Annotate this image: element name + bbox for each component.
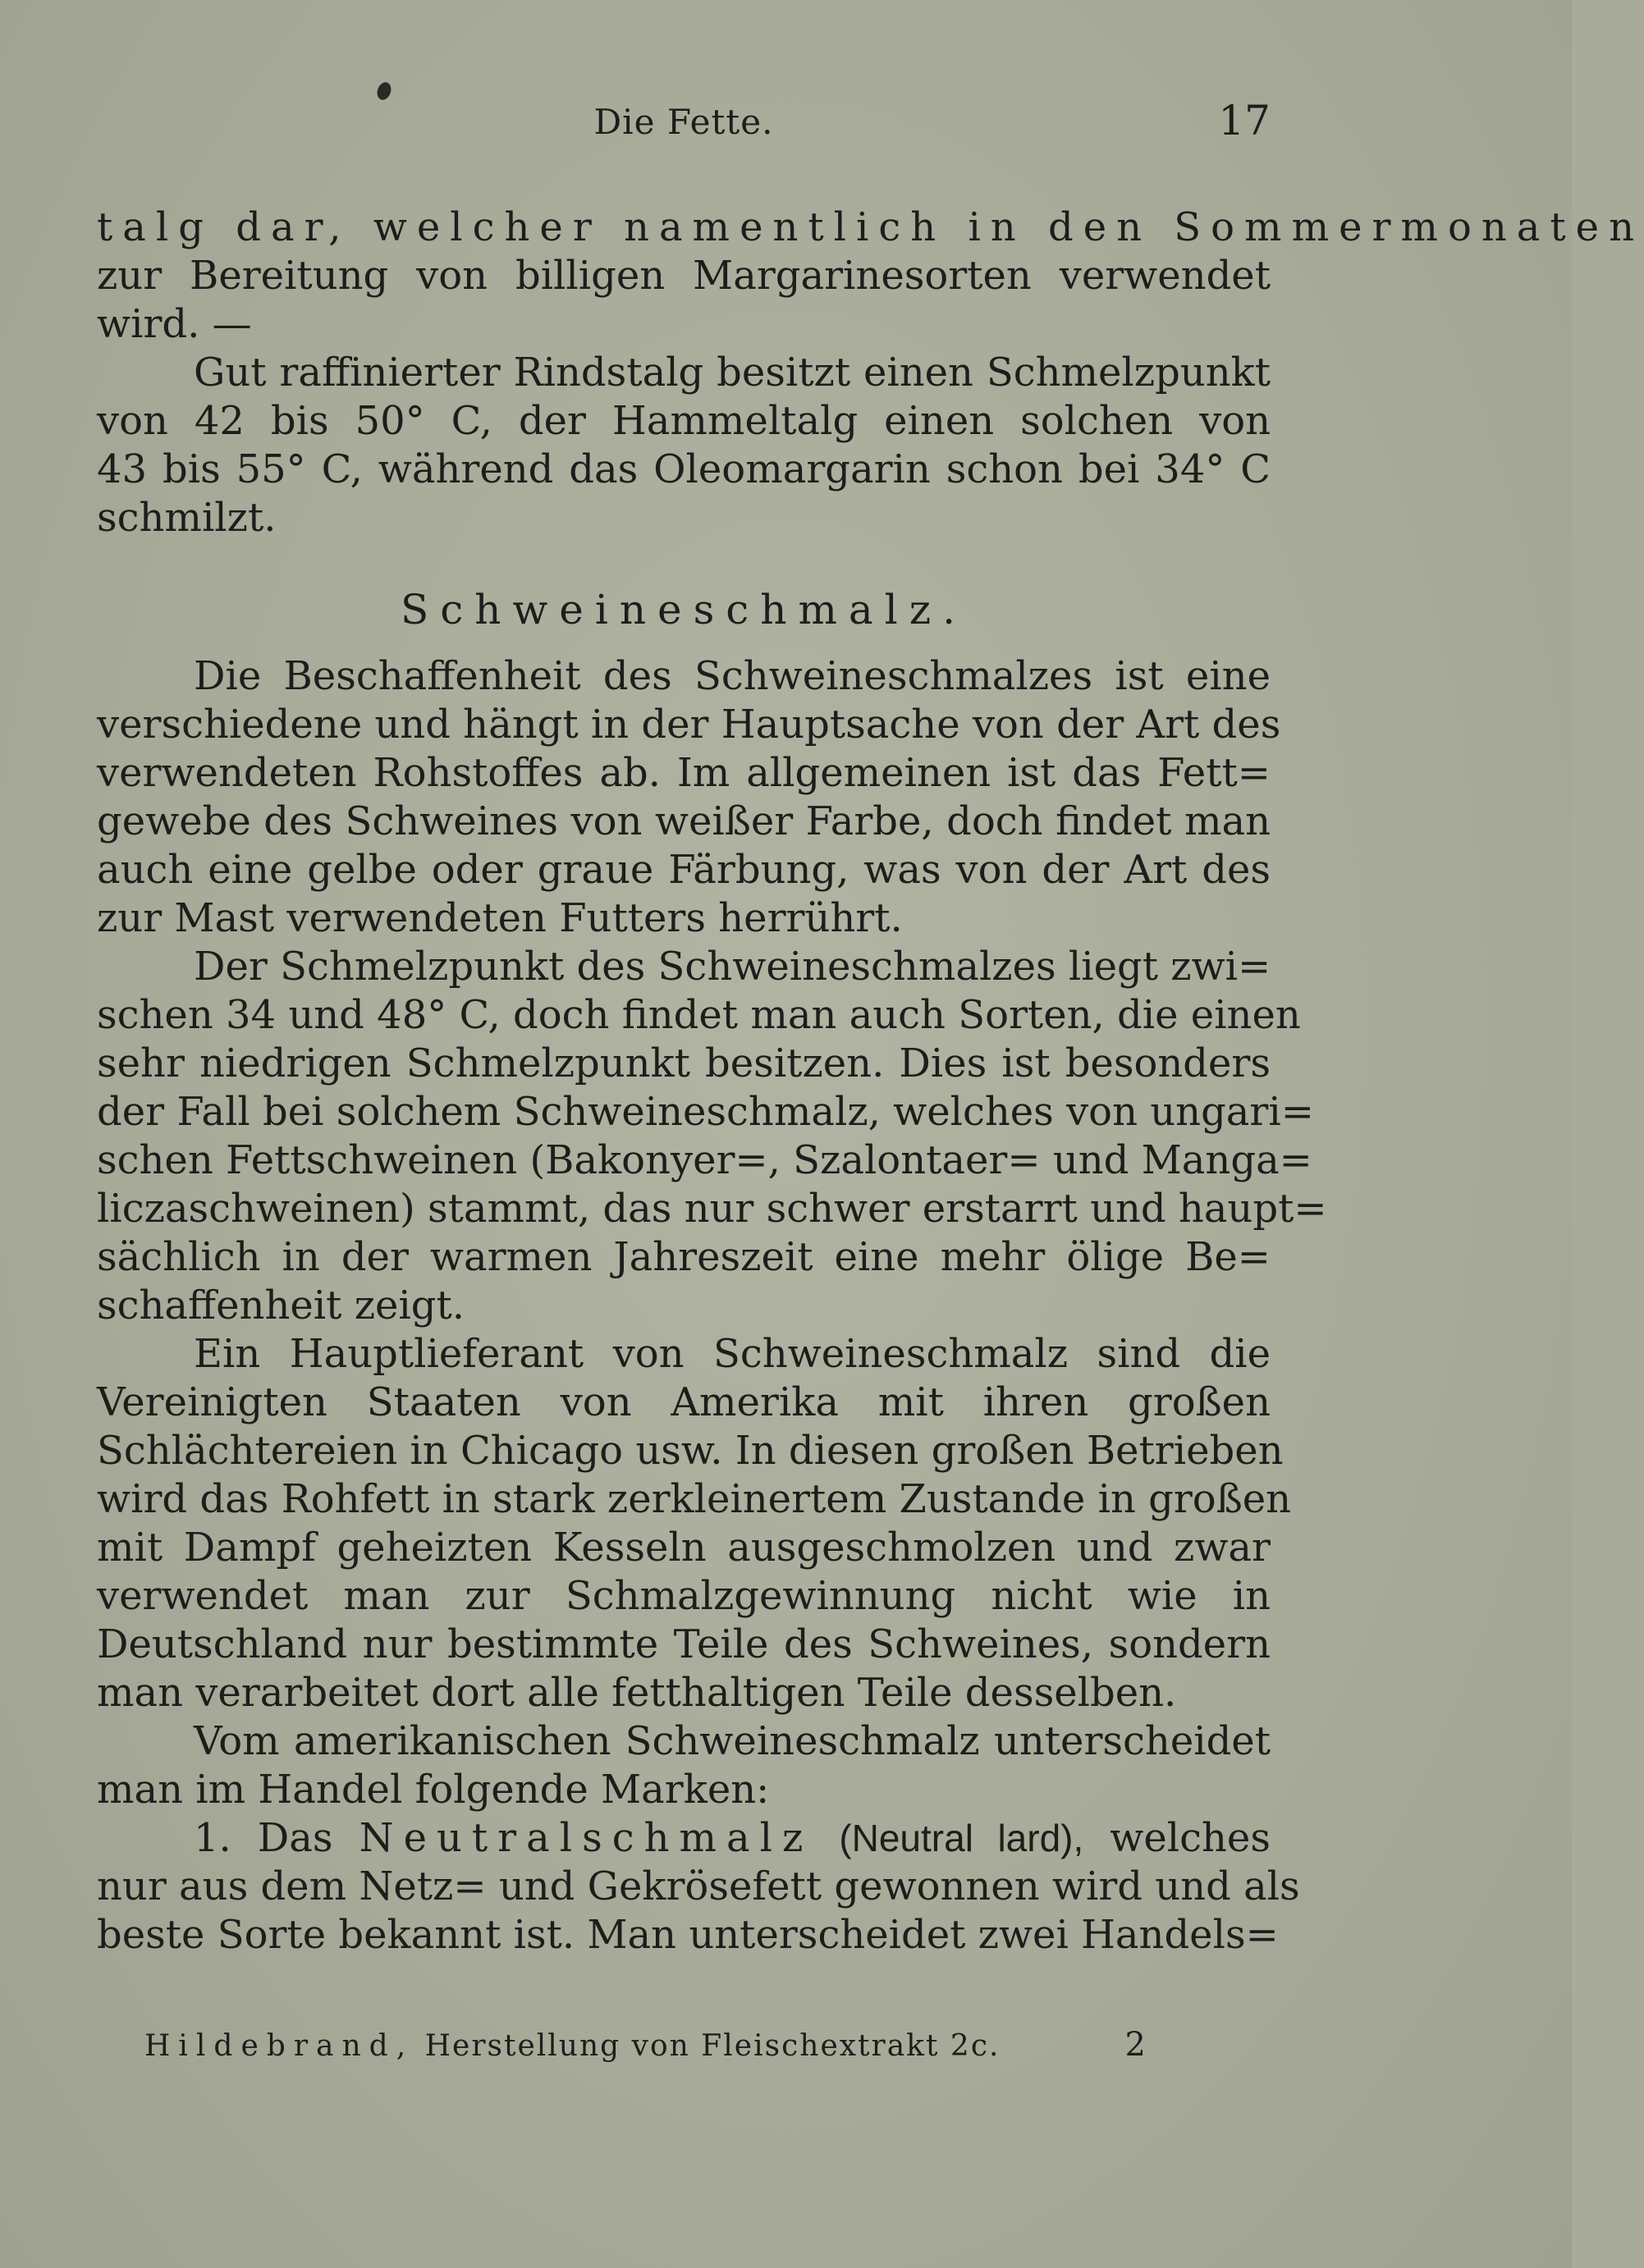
text-line [97, 1814, 1271, 1863]
text-line: nur aus dem Netz= und Gekrösefett gewonnen wird und als [97, 1863, 1300, 1909]
text-line: zur Bereitung von billigen Margarinesorten verwendet [97, 253, 1271, 299]
text-line: Vereinigten Staaten von Amerika mit ihren großen [97, 1379, 1271, 1425]
paragraph-7 [97, 1814, 1300, 1959]
text-line: mit Dampf geheizten Kesseln ausgeschmolzen und zwar [97, 1525, 1271, 1571]
text-line: Ein Hauptlieferant von Schweineschmalz sind die [194, 1331, 1271, 1377]
text-line: Schlächtereien in Chicago usw. In diesen großen Betrieben [97, 1428, 1284, 1474]
text-line: Gut raffinierter Rindstalg besitzt einen Schmelzpunkt [194, 350, 1271, 396]
footer-imprint [144, 2029, 1000, 2063]
text-line: Vom amerikanischen Schweineschmalz unterscheidet [194, 1718, 1271, 1764]
page-footer [144, 2026, 1154, 2078]
text-line: schmilzt. [97, 495, 277, 541]
text-line: schen Fettschweinen (Bakonyer=, Szalontaer= und Manga= [97, 1137, 1312, 1183]
emphasized-term: Neutralschmalz [359, 1815, 813, 1861]
footer-title: Herstellung von Fleischextrakt 2c. [424, 2029, 1001, 2063]
text-line: Deutschland nur bestimmte Teile des Schweines, sondern [97, 1621, 1271, 1667]
section-heading: Schweineschmalz. [401, 586, 967, 633]
text-line: zur Mast verwendeten Futters herrührt. [97, 895, 903, 941]
text-line: schen 34 und 48° C, doch findet man auch Sorten, die einen [97, 992, 1301, 1038]
text-line: der Fall bei solchem Schweineschmalz, welches von ungari= [97, 1089, 1314, 1135]
text-line: sächlich in der warmen Jahreszeit eine mehr ölige Be= [97, 1234, 1271, 1280]
paragraph-2 [97, 349, 1271, 542]
footer-author: Hildebrand, [144, 2029, 414, 2063]
text-line: liczaschweinen) stammt, das nur schwer erstarrt und haupt= [97, 1186, 1327, 1232]
text-line: von 42 bis 50° C, der Hammeltalg einen solchen von [97, 398, 1271, 444]
page-header [97, 97, 1271, 154]
text-line: 43 bis 55° C, während das Oleomargarin schon bei 34° C [97, 446, 1271, 492]
paragraph-1 [97, 203, 1644, 349]
text-line: wird das Rohfett in stark zerkleinertem Zustande in großen [97, 1476, 1292, 1522]
sheet-signature: 2 [1124, 2026, 1146, 2064]
text-line: verwendet man zur Schmalzgewinnung nicht wie in [97, 1573, 1271, 1619]
text-line: auch eine gelbe oder graue Färbung, was von der Art des [97, 847, 1271, 893]
body-text [97, 203, 1644, 1959]
text-line: Der Schmelzpunkt des Schweineschmalzes liegt zwi= [194, 944, 1271, 990]
text-line: sehr niedrigen Schmelzpunkt besitzen. Dies ist besonders [97, 1040, 1271, 1086]
text-line: verwendeten Rohstoffes ab. Im allgemeinen ist das Fett= [97, 750, 1271, 796]
list-number: 1. Das [194, 1815, 333, 1861]
text-line: verschiedene und hängt in der Hauptsache von der Art des [97, 702, 1281, 748]
paragraph-3 [97, 652, 1281, 943]
text-span: talg dar, welcher namentlich in den Sommermonaten [97, 204, 1644, 250]
text-line: man verarbeitet dort alle fetthaltigen Teile desselben. [97, 1670, 1177, 1716]
text-line: gewebe des Schweines von weißer Farbe, doch findet man [97, 798, 1271, 844]
text-line [97, 203, 1644, 252]
page-number: 17 [1218, 97, 1271, 144]
text-line: wird. — [97, 301, 252, 347]
text-span: welches [1110, 1815, 1271, 1861]
antiqua-term: (Neutral lard), [839, 1817, 1084, 1859]
text-line: schaffenheit zeigt. [97, 1283, 465, 1328]
paragraph-6 [97, 1717, 1271, 1814]
text-line: Die Beschaffenheit des Schweineschmalzes ist eine [194, 653, 1271, 699]
paragraph-5 [97, 1330, 1292, 1717]
running-title: Die Fette. [593, 102, 774, 142]
text-line: beste Sorte bekannt ist. Man unterscheidet zwei Handels= [97, 1912, 1279, 1958]
text-line: man im Handel folgende Marken: [97, 1767, 770, 1813]
paragraph-4 [97, 943, 1327, 1330]
